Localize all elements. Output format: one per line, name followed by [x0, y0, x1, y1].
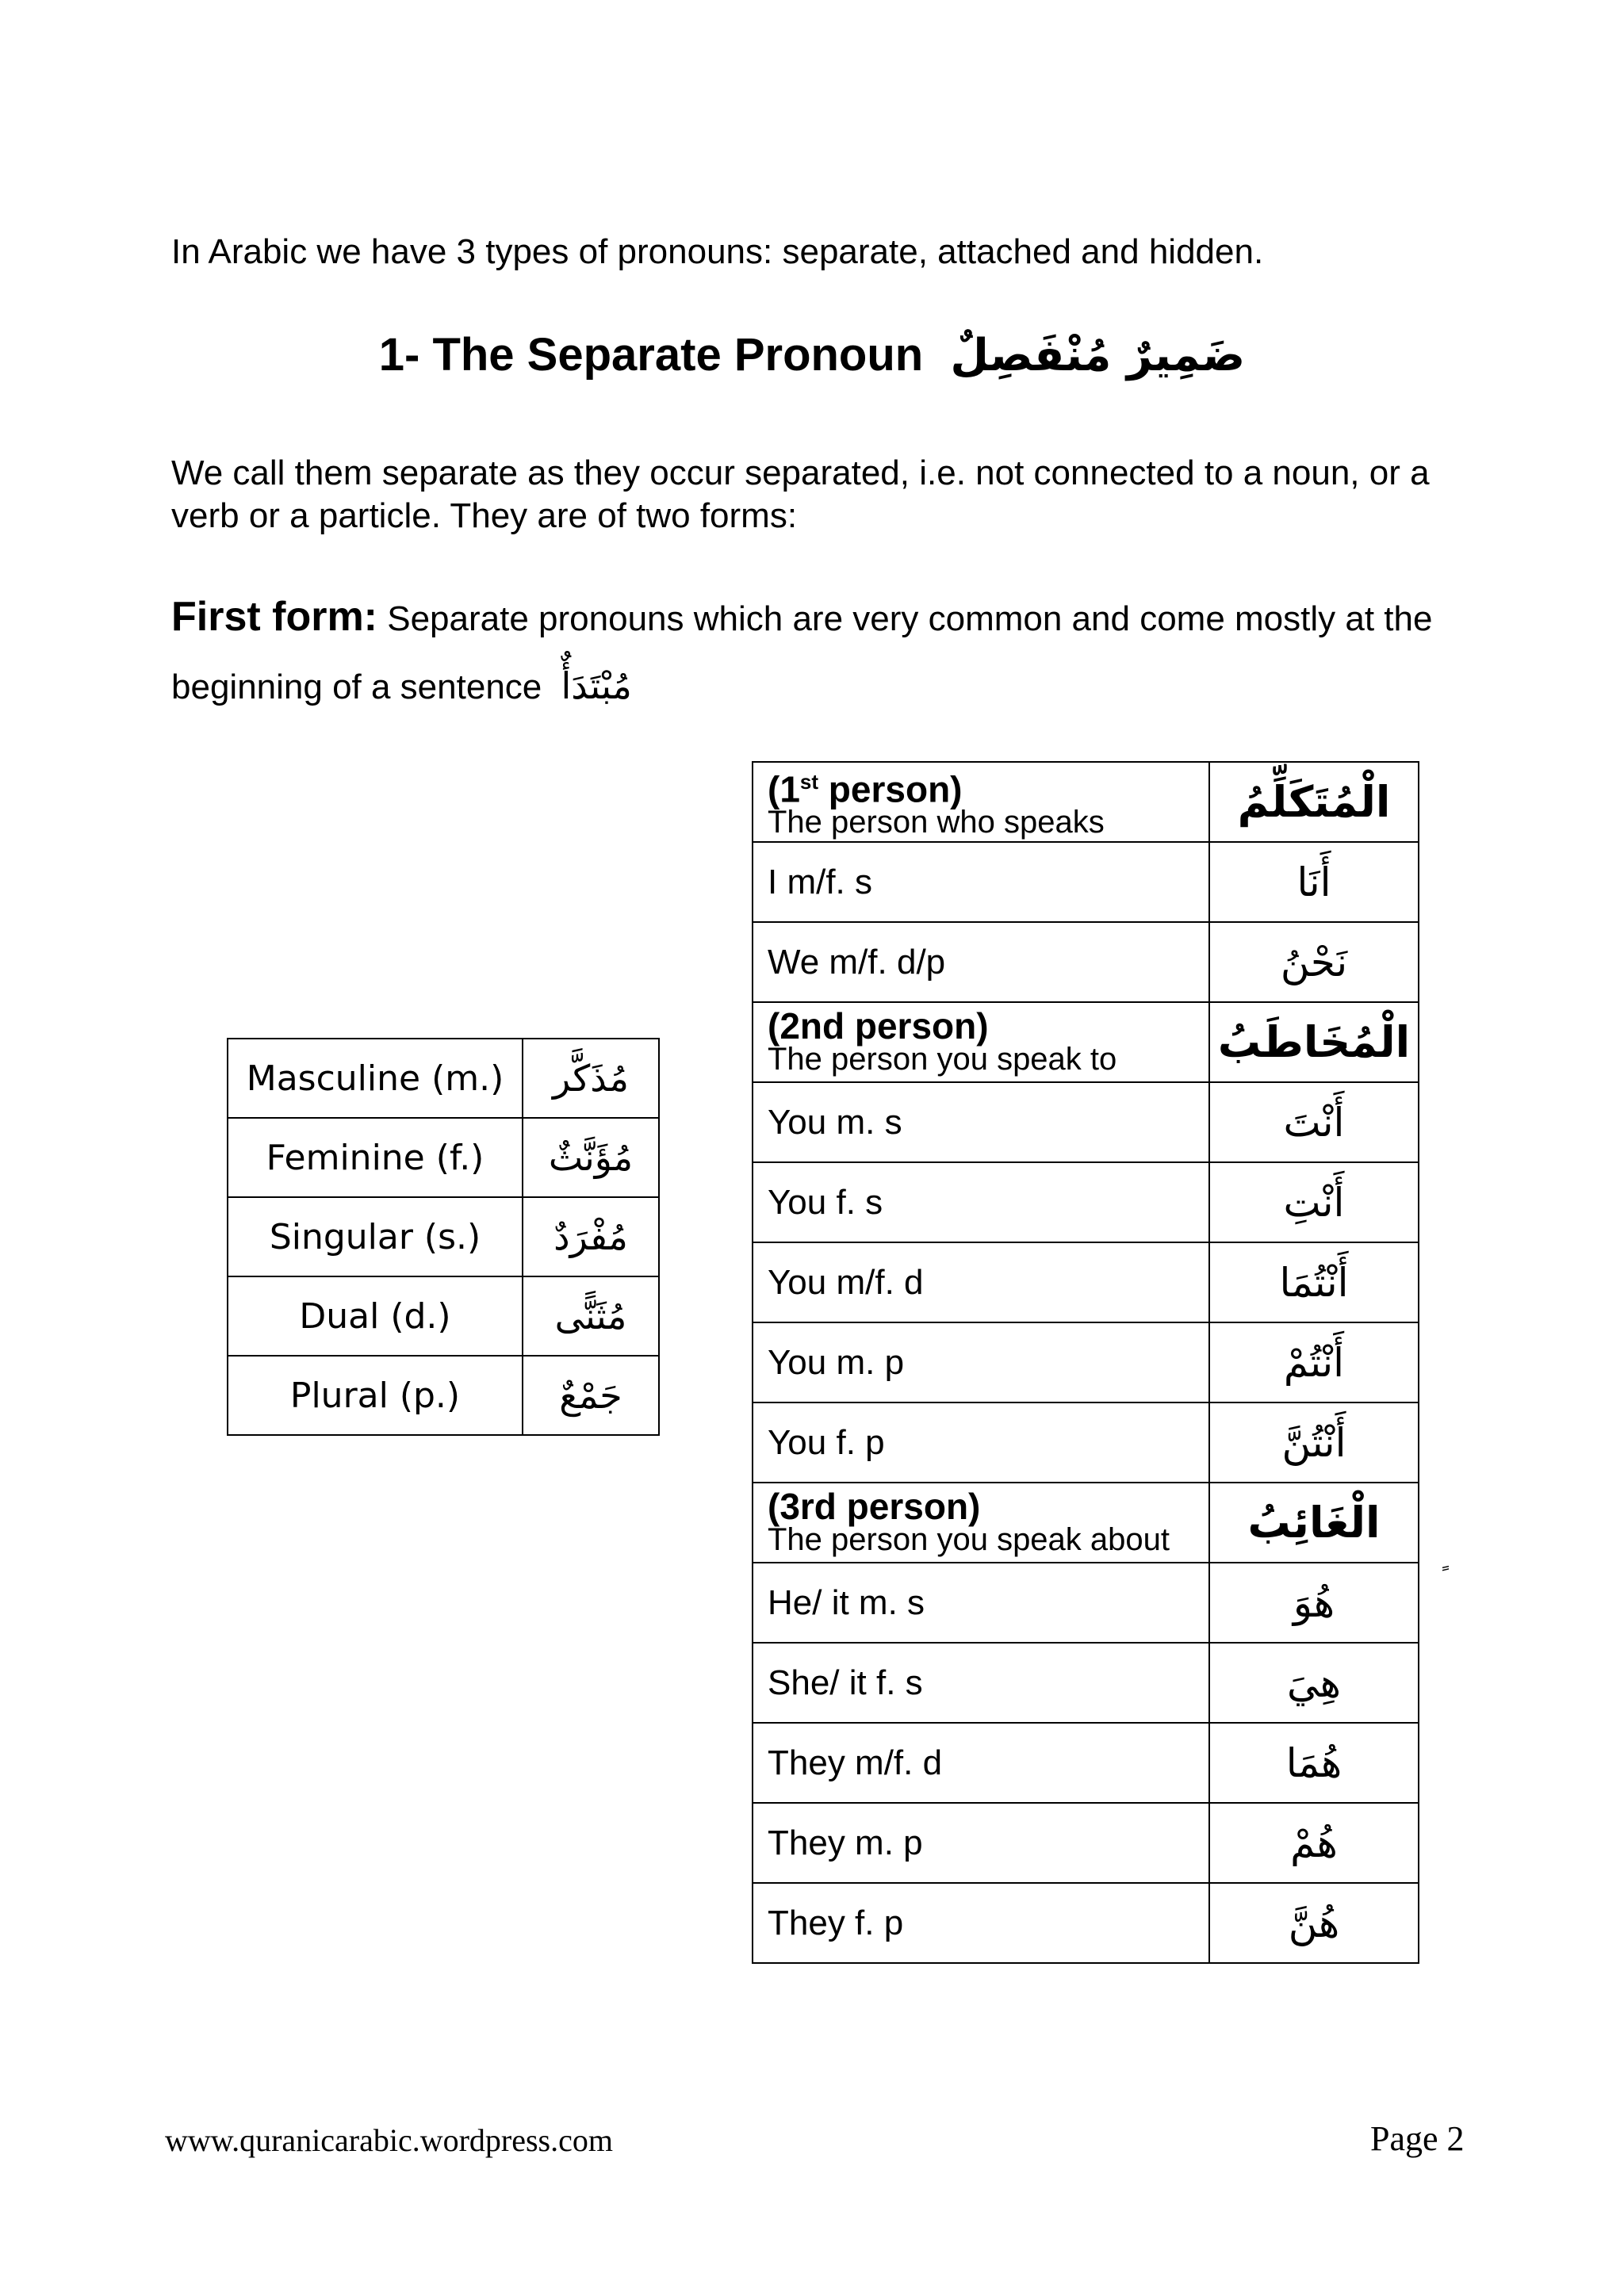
table-row: [753, 922, 1419, 1002]
intro-text: In Arabic we have 3 types of pronouns: separate, attached and hidden.: [171, 232, 1264, 271]
abbr-arabic: مُثَنًّى: [523, 1276, 659, 1356]
pronoun-arabic: أَنَا: [1209, 842, 1419, 922]
table-row: [753, 1322, 1419, 1402]
description-paragraph: We call them separate as they occur separated, i.e. not connected to a noun, or a verb or a particle. They are of two forms:: [171, 453, 1430, 535]
table-row: [228, 1356, 659, 1435]
section-header-label: [753, 1002, 1209, 1082]
first-form-label: First form:: [171, 594, 377, 640]
section-arabic: الْمُخَاطَبُ: [1209, 1002, 1419, 1082]
pronoun-arabic: هُنَّ: [1209, 1883, 1419, 1963]
pronoun-arabic: أَنْتَ: [1209, 1082, 1419, 1162]
first-form-text: Separate pronouns which are very common and come mostly at the beginning of a sentence: [171, 599, 1433, 706]
pronoun-arabic: هُمْ: [1209, 1803, 1419, 1883]
footer-url: www.quranicarabic.wordpress.com: [165, 2122, 613, 2158]
pronoun-arabic: أَنْتُمْ: [1209, 1322, 1419, 1402]
table-row: [228, 1276, 659, 1356]
table-row: [228, 1118, 659, 1197]
section-header-third-person: [753, 1483, 1419, 1563]
pronoun-english: I m/f. s: [753, 842, 1209, 922]
first-form-paragraph: [171, 584, 1519, 721]
page-title-en: 1- The Separate Pronoun: [378, 329, 924, 381]
table-row: [753, 1563, 1419, 1643]
abbreviation-table: [227, 1038, 660, 1436]
section-subtitle: The person you speak to: [768, 1041, 1117, 1077]
section-arabic: الْمُتَكَلِّمُ: [1209, 762, 1419, 842]
table-row: [753, 1803, 1419, 1883]
section-title: (1st person): [768, 768, 963, 810]
pronoun-english: You m/f. d: [753, 1242, 1209, 1322]
abbr-arabic: مُؤَنَّثٌ: [523, 1118, 659, 1197]
table-row: [753, 1162, 1419, 1242]
table-row: [753, 1723, 1419, 1803]
table-row: [753, 1883, 1419, 1963]
section-header-second-person: [753, 1002, 1419, 1082]
pronoun-arabic: نَحْنُ: [1209, 922, 1419, 1002]
section-header-first-person: [753, 762, 1419, 842]
abbr-arabic: جَمْعٌ: [523, 1356, 659, 1435]
table-row: [753, 1402, 1419, 1483]
abbr-english: Masculine (m.): [228, 1039, 523, 1118]
pronoun-arabic: هُوَ: [1209, 1563, 1419, 1643]
pronoun-english: They m/f. d: [753, 1723, 1209, 1803]
pronoun-english: They m. p: [753, 1803, 1209, 1883]
section-title: (2nd person): [768, 1004, 989, 1047]
pronoun-english: You f. p: [753, 1402, 1209, 1483]
abbr-arabic: مُذَكَّر: [523, 1039, 659, 1118]
pronoun-english: They f. p: [753, 1883, 1209, 1963]
section-header-label: [753, 762, 1209, 842]
pronoun-english: She/ it f. s: [753, 1643, 1209, 1723]
table-row: [228, 1197, 659, 1276]
page-number: Page 2: [1370, 2119, 1465, 2158]
section-header-label: [753, 1483, 1209, 1563]
table-row: [753, 1643, 1419, 1723]
pronoun-arabic: هُمَا: [1209, 1723, 1419, 1803]
pronoun-arabic: هِيَ: [1209, 1643, 1419, 1723]
abbr-english: Singular (s.): [228, 1197, 523, 1276]
section-title: (3rd person): [768, 1485, 981, 1527]
table-row: [753, 1242, 1419, 1322]
pronoun-english: You f. s: [753, 1162, 1209, 1242]
pronoun-english: He/ it m. s: [753, 1563, 1209, 1643]
section-arabic: الْغَائِبُ: [1209, 1483, 1419, 1563]
section-subtitle: The person who speaks: [768, 805, 1105, 840]
section-subtitle: The person you speak about: [768, 1521, 1170, 1557]
abbr-arabic: مُفْرَدٌ: [523, 1197, 659, 1276]
page-title-ar: ضَمِيرٌ مُنْفَصِلٌ: [950, 330, 1246, 381]
abbr-english: Dual (d.): [228, 1276, 523, 1356]
pronoun-arabic: أَنْتِ: [1209, 1162, 1419, 1242]
page-title: [0, 317, 1624, 394]
pronoun-english: You m. s: [753, 1082, 1209, 1162]
pronoun-english: You m. p: [753, 1322, 1209, 1402]
table-row: [753, 842, 1419, 922]
pronoun-arabic: أَنْتُنَّ: [1209, 1402, 1419, 1483]
pronoun-english: We m/f. d/p: [753, 922, 1209, 1002]
table-row: [753, 1082, 1419, 1162]
table-row: [228, 1039, 659, 1118]
pronoun-table: [752, 761, 1419, 1964]
first-form-arabic: مُبْتَدَأٌ: [561, 664, 632, 707]
abbr-english: Plural (p.): [228, 1356, 523, 1435]
abbr-english: Feminine (f.): [228, 1118, 523, 1197]
pronoun-arabic: أَنْتُمَا: [1209, 1242, 1419, 1322]
